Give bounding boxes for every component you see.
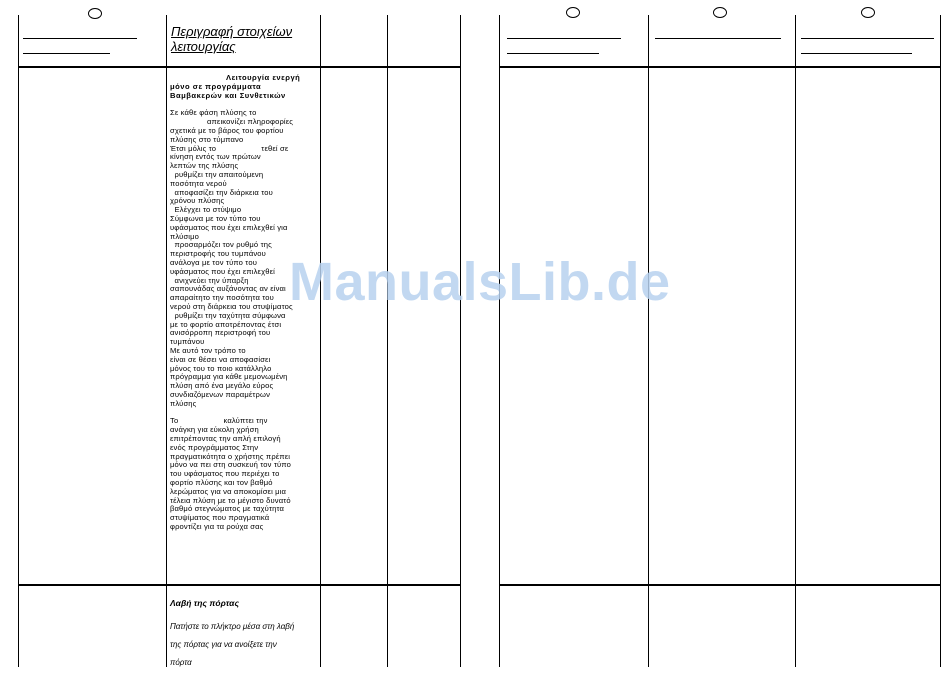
text-line: του υφάσματος που περιέχει το (170, 469, 280, 479)
text-line: είναι σε θέσει να αποφασίσει (170, 354, 271, 364)
row-separator (18, 66, 461, 68)
text-line: βαθμό στεγνώματος με ταχύτητα (170, 504, 285, 514)
header-rule (23, 53, 110, 54)
text-line: πραγματικότητα ο χρήστης πρέπει (170, 451, 291, 461)
header-rule (801, 53, 912, 54)
bold-line: Λειτουργία ενεργή (226, 73, 301, 82)
text-line: πλύσης (170, 398, 197, 408)
header-rule (655, 38, 781, 39)
col-divider (795, 15, 796, 667)
text-line: Ελέγχει το στύψιμο (170, 205, 242, 215)
row-separator (499, 584, 941, 586)
text-line: Σε κάθε φάση πλύσης το (170, 108, 257, 118)
text-line: φορτίο πλύσης και τον βαθμό (170, 478, 273, 488)
bold-line: Βαμβακερών και Συνθετικών (170, 90, 286, 100)
text-line: τέλεια πλύση με το μέγιστο δυνατό (170, 495, 291, 505)
language-marker-circle (566, 7, 580, 18)
col-divider (648, 15, 649, 667)
text-line: υφάσματος που έχει επιλεχθεί (170, 266, 275, 276)
text-line: φροντίζει για τα ρούχα σας (170, 522, 264, 532)
col-divider (320, 15, 321, 667)
row-separator (18, 584, 461, 586)
text-line: ρυθμίζει την απαιτούμενη (170, 169, 264, 179)
col-divider (387, 15, 388, 667)
language-marker-circle (861, 7, 875, 18)
header-rule (507, 38, 621, 39)
text-line: αποφασίζει την διάρκεια του (170, 187, 273, 197)
column-heading-line2: λειτουργίας (171, 39, 236, 54)
row-separator (499, 66, 941, 68)
text-line: σχετικά με το βάρος του φορτίου (170, 125, 284, 135)
text-line: συνδιαζόμενων παραμέτρων (170, 389, 271, 399)
language-marker-circle (88, 8, 102, 19)
text-line: ανισόρροπη περιστροφή του (170, 328, 271, 338)
text-line: Το καλύπτει την (170, 416, 268, 426)
text-line: πλύσιμο (170, 231, 200, 241)
header-rule (23, 38, 137, 39)
col-divider (460, 15, 461, 667)
text-line: λερώματος για να αποκομίσει μια (170, 486, 287, 496)
column-heading (171, 24, 321, 54)
text-line: ποσότητα νερού (170, 178, 227, 188)
text-line: της πόρτας για να ανοίξετε την (170, 640, 277, 649)
text-line: απαραίτητο την ποσότητα του (170, 293, 274, 303)
text-line: τυμπάνου (170, 337, 205, 347)
text-line: Έτσι μόλις το τεθεί σε (170, 143, 289, 153)
text-line: επιτρέποντας την απλή επιλογή (170, 434, 281, 444)
header-rule (801, 38, 934, 39)
text-line: απεικονίζει πληροφορίες (207, 117, 294, 127)
text-line: κίνηση εντός των πρώτων (170, 152, 261, 162)
col-divider (166, 15, 167, 667)
text-line: ενός προγράμματος Στην (170, 442, 259, 452)
text-line: νερού στη διάρκεια του στυψίματος (170, 301, 293, 311)
text-line: πλύση από ένα μεγάλο εύρος (170, 381, 274, 391)
text-line: σαπουνάδας αυξάνοντας αν είναι (170, 284, 286, 294)
door-handle-title: Λαβή της πόρτας (170, 598, 239, 608)
bold-line: μόνο σε προγράμματα (170, 81, 262, 91)
header-rule (507, 53, 599, 54)
text-line: μόνο να πει στη συσκευή τον τύπο (170, 460, 291, 470)
text-line: προσαρμόζει τον ρυθμό της (170, 240, 272, 250)
text-line: περιστροφής του τυμπάνου (170, 249, 266, 259)
text-line: μόνος του το ποιο κατάλληλο (170, 363, 272, 373)
text-line: πλύσης στο τύμπανο (170, 134, 244, 144)
text-line: Πατήστε το πλήκτρο μέσα στη λαβή (170, 622, 295, 631)
col-divider (499, 15, 500, 667)
col-divider (940, 15, 941, 667)
text-line: πόρτα (170, 658, 192, 667)
text-line: πρόγραμμα για κάθε μεμονωμένη (170, 372, 288, 382)
text-line: με το φορτίο αποτρέποντας έτσι (170, 319, 282, 329)
text-line: Με αυτό τον τρόπο το (170, 345, 246, 355)
text-line: ανιχνεύει την ύπαρξη (170, 275, 249, 285)
text-line: στυψίματος που πραγματικά (170, 513, 270, 523)
col-divider (18, 15, 19, 667)
text-line: Σύμφωνα με τον τύπο του (170, 213, 261, 223)
text-line: λεπτών της πλύσης (170, 161, 239, 171)
text-line: υφάσματος που έχει επιλεχθεί για (170, 222, 288, 232)
column-heading-line1: Περιγραφή στοιχείων (171, 24, 293, 39)
language-marker-circle (713, 7, 727, 18)
body-paragraph (170, 417, 315, 531)
text-line: χρόνου πλύσης (170, 196, 225, 206)
text-line: ανάγκη για εύκολη χρήση (170, 425, 259, 435)
watermark: ManualsLib.de (289, 252, 671, 312)
text-line: ανάλογα με τον τύπο του (170, 257, 258, 267)
text-line: ρυθμίζει την ταχύτητα σύμφωνα (170, 310, 286, 320)
